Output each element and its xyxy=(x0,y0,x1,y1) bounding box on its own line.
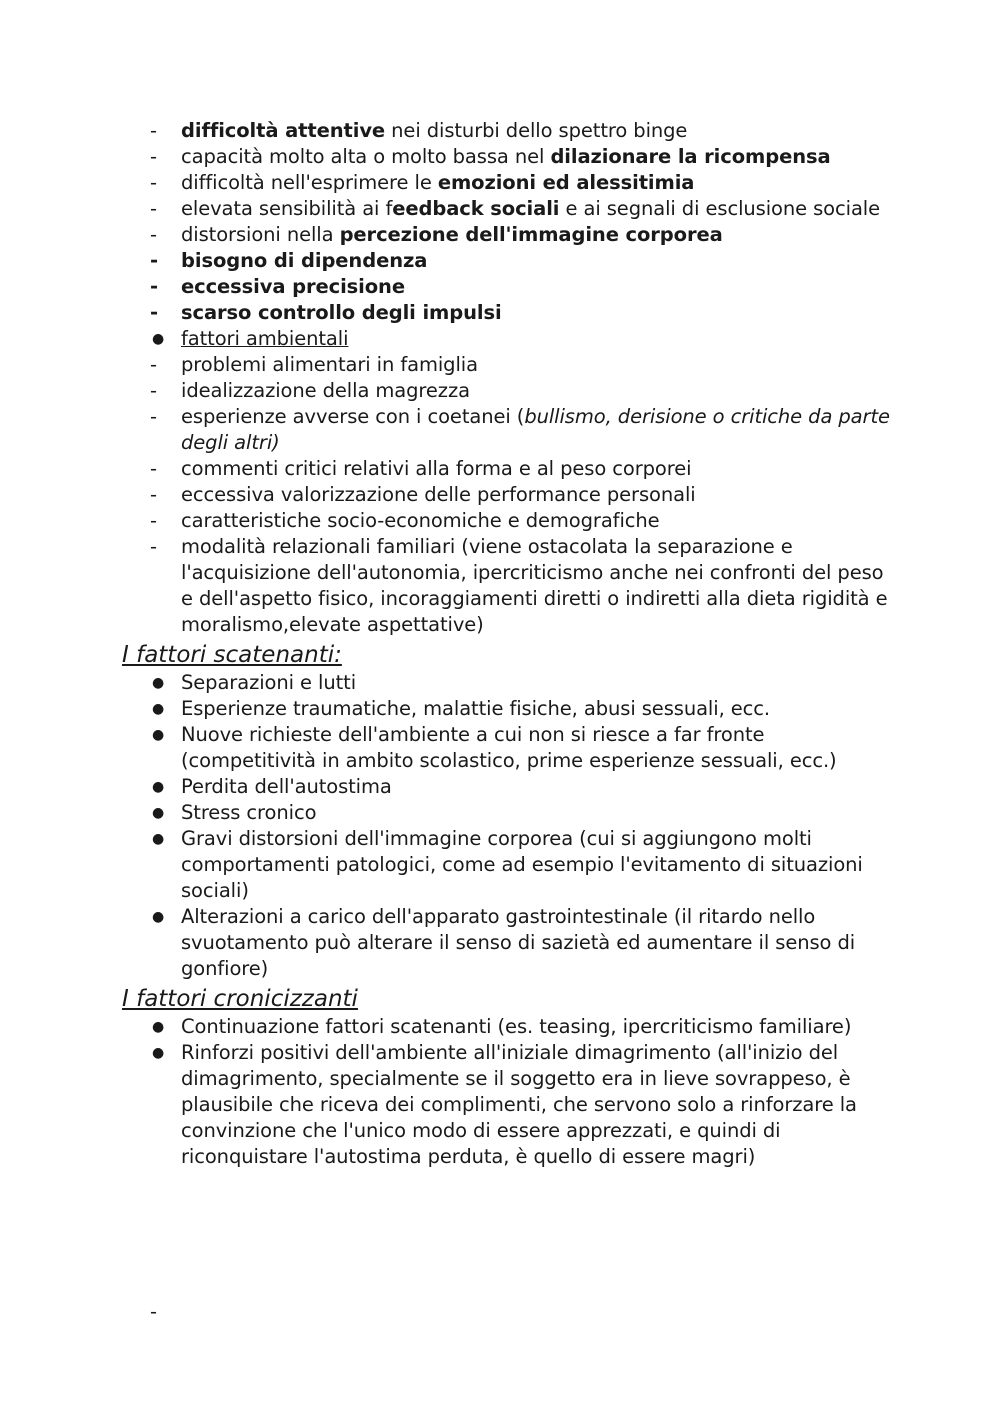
dash-marker: - xyxy=(150,509,157,532)
list-item-text xyxy=(181,483,696,506)
text-run: distorsioni nella xyxy=(181,223,340,246)
list-item xyxy=(0,482,1000,508)
text-run: modalità relazionali familiari (viene ostacolata la separazione e l'acquisizione dell'autonomia, ipercriticismo anche nei confronti del peso e dell'aspetto fisico, incoraggiamenti diretti o indiretti alla dieta rigidità e moralismo,elevate aspettative) xyxy=(181,535,888,636)
text-run: e ai segnali di esclusione sociale xyxy=(559,197,881,220)
bullet-marker: ● xyxy=(152,831,165,847)
list-item-text xyxy=(181,197,880,220)
bullet-marker: ● xyxy=(152,909,165,925)
list-item xyxy=(0,352,1000,378)
dash-marker: - xyxy=(150,249,158,272)
text-run: Gravi distorsioni dell'immagine corporea (cui si aggiungono molti comportamenti patologici, come ad esempio l'evitamento di situazioni sociali) xyxy=(181,827,863,902)
text-run: percezione dell'immagine corporea xyxy=(339,223,723,246)
list-item-text xyxy=(181,723,837,772)
bullet-marker: ● xyxy=(152,701,165,717)
trailing-dash-marker: - xyxy=(150,1300,158,1323)
text-run: nei disturbi dello spettro binge xyxy=(385,119,688,142)
list-item-text xyxy=(181,801,316,824)
text-run: dilazionare la ricompensa xyxy=(550,145,831,168)
dash-marker: - xyxy=(150,353,157,376)
heading-fattori-scatenanti: I fattori scatenanti: xyxy=(122,642,342,668)
list-item xyxy=(0,118,1000,144)
text-run: difficoltà attentive xyxy=(181,119,386,142)
risk-factors-list xyxy=(0,118,1000,638)
text-run: difficoltà nell'esprimere le xyxy=(181,171,438,194)
document-page xyxy=(0,118,1000,1170)
list-item xyxy=(0,404,1000,456)
list-item xyxy=(0,326,1000,352)
text-run: eccessiva valorizzazione delle performance personali xyxy=(181,483,696,506)
list-item xyxy=(0,144,1000,170)
dash-marker: - xyxy=(150,223,157,246)
list-item-text xyxy=(181,353,478,376)
list-item-text xyxy=(181,119,687,142)
list-item xyxy=(0,722,1000,774)
text-run: capacità molto alta o molto bassa nel xyxy=(181,145,551,168)
list-item-text xyxy=(181,671,356,694)
list-item xyxy=(0,696,1000,722)
dash-marker: - xyxy=(150,171,157,194)
list-item xyxy=(0,378,1000,404)
list-item xyxy=(0,800,1000,826)
dash-marker: - xyxy=(150,197,157,220)
bullet-marker: ● xyxy=(152,727,165,743)
list-item-text xyxy=(181,1015,851,1038)
text-run: Alterazioni a carico dell'apparato gastrointestinale (il ritardo nello svuotamento può alterare il senso di sazietà ed aumentare il senso di gonfiore) xyxy=(181,905,856,980)
text-run: eccessiva precisione xyxy=(181,275,405,298)
dash-marker: - xyxy=(150,379,157,402)
bullet-marker: ● xyxy=(152,805,165,821)
list-item xyxy=(0,300,1000,326)
bullet-marker: ● xyxy=(152,779,165,795)
text-run: eedback sociali xyxy=(392,197,560,220)
list-item xyxy=(0,534,1000,638)
list-item-text xyxy=(181,301,502,324)
list-item-text xyxy=(181,249,427,272)
list-item xyxy=(0,248,1000,274)
list-item xyxy=(0,904,1000,982)
list-item-text xyxy=(181,827,863,902)
dash-marker: - xyxy=(150,535,157,558)
bullet-marker: ● xyxy=(152,331,165,347)
dash-marker: - xyxy=(150,301,158,324)
text-run: Stress cronico xyxy=(181,801,317,824)
text-run: scarso controllo degli impulsi xyxy=(181,301,502,324)
list-item-text xyxy=(181,509,660,532)
list-item-text xyxy=(181,327,348,350)
text-run: bullismo, derisione o critiche da parte degli altri) xyxy=(181,405,890,454)
list-item-text xyxy=(181,223,723,246)
list-item-text xyxy=(181,275,405,298)
list-item xyxy=(0,456,1000,482)
text-run: Esperienze traumatiche, malattie fisiche, abusi sessuali, ecc. xyxy=(181,697,770,720)
dash-marker: - xyxy=(150,483,157,506)
triggering-factors-list xyxy=(0,670,1000,982)
list-item xyxy=(0,1040,1000,1170)
dash-marker: - xyxy=(150,405,157,428)
text-run: fattori ambientali xyxy=(181,327,349,350)
list-item-text xyxy=(181,457,691,480)
list-item xyxy=(0,826,1000,904)
list-item-text xyxy=(181,405,890,454)
bullet-marker: ● xyxy=(152,675,165,691)
text-run: elevata sensibilità ai f xyxy=(181,197,393,220)
text-run: Nuove richieste dell'ambiente a cui non si riesce a far fronte (competitività in ambito scolastico, prime esperienze sessuali, ecc.) xyxy=(181,723,837,772)
chronicizing-factors-list xyxy=(0,1014,1000,1170)
list-item-text xyxy=(181,905,855,980)
dash-marker: - xyxy=(150,145,157,168)
text-run: Rinforzi positivi dell'ambiente all'iniziale dimagrimento (all'inizio del dimagrimento, specialmente se il soggetto era in lieve sovrappeso, è plausibile che riceva dei complimenti, che servono solo a rinforzare la convinzione che l'unico modo di essere apprezzati, e quindi di riconquistare l'autostima perduta, è quello di essere magri) xyxy=(181,1041,857,1168)
list-item-text xyxy=(181,171,694,194)
text-run: idealizzazione della magrezza xyxy=(181,379,470,402)
text-run: emozioni ed alessitimia xyxy=(437,171,695,194)
list-item-text xyxy=(181,775,392,798)
list-item xyxy=(0,1014,1000,1040)
bullet-marker: ● xyxy=(152,1019,165,1035)
list-item-text xyxy=(181,535,888,636)
text-run: problemi alimentari in famiglia xyxy=(181,353,478,376)
dash-marker: - xyxy=(150,119,157,142)
list-item xyxy=(0,670,1000,696)
list-item xyxy=(0,274,1000,300)
list-item xyxy=(0,170,1000,196)
dash-marker: - xyxy=(150,457,157,480)
list-item-text xyxy=(181,145,831,168)
list-item xyxy=(0,196,1000,222)
heading-fattori-cronicizzanti: I fattori cronicizzanti xyxy=(122,986,358,1012)
text-run: Continuazione fattori scatenanti (es. teasing, ipercriticismo familiare) xyxy=(181,1015,852,1038)
text-run: Separazioni e lutti xyxy=(181,671,357,694)
list-item-text xyxy=(181,697,770,720)
list-item-text xyxy=(181,379,470,402)
text-run: caratteristiche socio-economiche e demografiche xyxy=(181,509,660,532)
dash-marker: - xyxy=(150,275,158,298)
text-run: Perdita dell'autostima xyxy=(181,775,392,798)
list-item xyxy=(0,508,1000,534)
list-item xyxy=(0,222,1000,248)
text-run: commenti critici relativi alla forma e al peso corporei xyxy=(181,457,692,480)
text-run: esperienze avverse con i coetanei ( xyxy=(181,405,525,428)
bullet-marker: ● xyxy=(152,1045,165,1061)
text-run: bisogno di dipendenza xyxy=(181,249,428,272)
list-item xyxy=(0,774,1000,800)
list-item-text xyxy=(181,1041,857,1168)
